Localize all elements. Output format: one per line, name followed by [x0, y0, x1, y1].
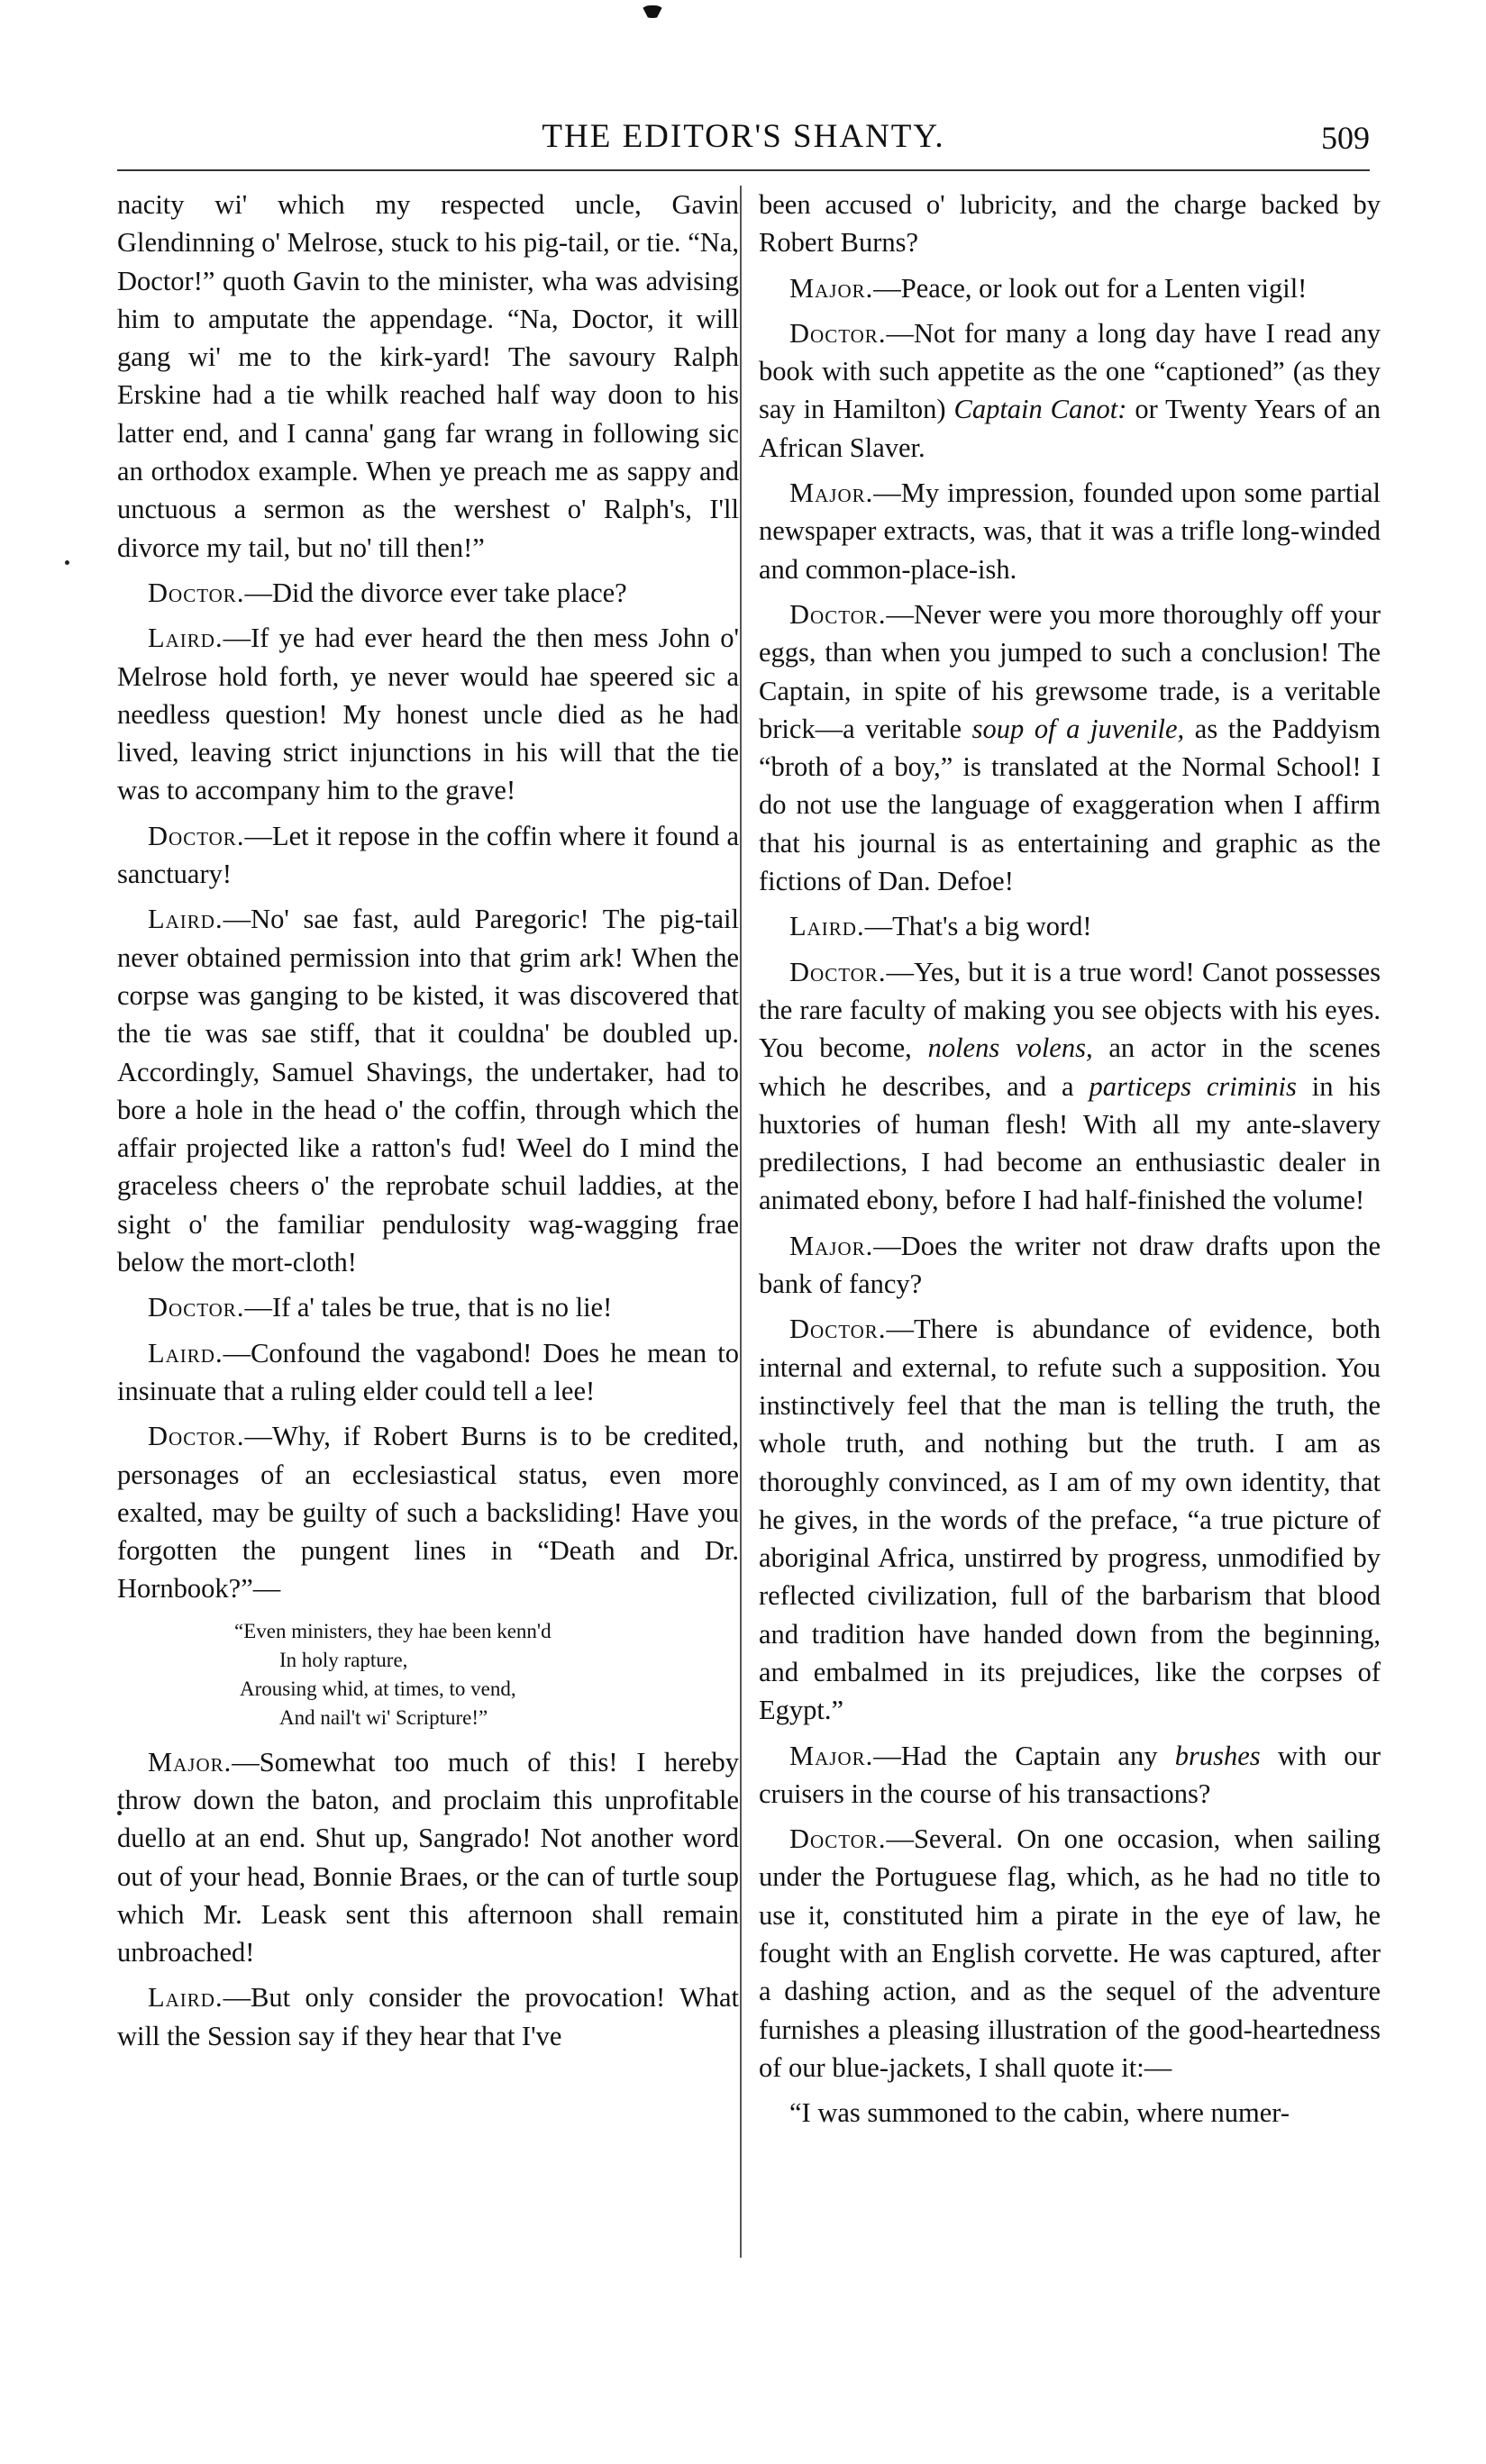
- speaker-name: Laird.: [789, 911, 865, 942]
- dialogue-paragraph: [117, 1743, 739, 1972]
- dialogue-paragraph: [117, 1334, 739, 1411]
- speaker-name: Doctor.: [789, 317, 887, 349]
- speaker-name: Doctor.: [789, 598, 887, 630]
- dialogue-text: —Several. On one occasion, when sailing under the Portuguese flag, which, as he had no title to use it, constituted him a pirate in the eye of law, he fought with an English corvette. He was captured, after a dashing action, and as the sequel of the adventure furnishes a pleasing illustration of the good-heartedness of our blue-jackets, I shall quote it:—: [759, 1823, 1381, 2083]
- dialogue-text: —Peace, or look out for a Lenten vigil!: [873, 272, 1308, 304]
- running-title: THE EDITOR'S SHANTY.: [542, 118, 945, 155]
- right-column: [759, 186, 1381, 2140]
- column-divider: [740, 186, 742, 2258]
- speaker-name: Major.: [789, 272, 874, 304]
- dialogue-text: —Yes, but it is a true word! Canot possesses the rare faculty of making you see objects with his eyes. You become,: [759, 956, 1381, 1064]
- verse-line: “Even ministers, they hae been kenn'd: [234, 1619, 552, 1642]
- dialogue-paragraph: [117, 1978, 739, 2055]
- speaker-name: Doctor.: [148, 1421, 245, 1452]
- speaker-name: Laird.: [148, 1337, 223, 1368]
- italic-phrase: particeps criminis: [1089, 1070, 1297, 1102]
- dialogue-text: —There is abundance of evidence, both internal and external, to refute such a supposition. You instinctively feel that the man is telling the truth, the whole truth, and nothing but the truth. I am as thoroughly convinced, as I am of my own identity, that he gives, in the words of the preface, “a true picture of aboriginal Africa, unstirred by progress, unmodified by reflected civilization, full of the barbarism that blood and tradition have handed down from the beginning, and embalmed in its prejudices, like the corpses of Egypt.”: [759, 1314, 1381, 1726]
- printers-mark-ornament: [642, 5, 663, 18]
- verse-line: In holy rapture,: [279, 1648, 408, 1671]
- dialogue-paragraph: [117, 1288, 739, 1326]
- dialogue-paragraph: [759, 1737, 1381, 1814]
- dialogue-text: —Somewhat too much of this! I hereby throw down the baton, and proclaim this unprofitable duello at an end. Shut up, Sangrado! Not another word out of your head, Bonnie Braes, or the can of turtle soup which Mr. Leask sent this afternoon shall remain unbroached!: [117, 1746, 739, 1968]
- dialogue-text: —If a' tales be true, that is no lie!: [244, 1292, 613, 1323]
- paragraph: “I was summoned to the cabin, where numer-: [789, 2097, 1290, 2129]
- dialogue-paragraph: [117, 619, 739, 809]
- speaker-name: Major.: [148, 1746, 232, 1778]
- dialogue-text: an actor in the scenes which he describes, and a: [759, 1032, 1381, 1102]
- italic-phrase: soup of a juvenile,: [971, 713, 1185, 744]
- dialogue-text: —Let it repose in the coffin where it found a sanctuary!: [117, 820, 739, 890]
- dialogue-paragraph: [759, 1820, 1381, 2087]
- speaker-name: Doctor.: [148, 820, 245, 851]
- speaker-name: Doctor.: [148, 577, 245, 608]
- dialogue-text: —Why, if Robert Burns is to be credited, personages of an ecclesiastical status, even more exalted, may be guilty of such a backsliding! Have you forgotten the pungent lines in “Death and Dr. Hornbook?”—: [117, 1421, 739, 1605]
- dialogue-text: —No' sae fast, auld Paregoric! The pig-tail never obtained permission into that grim ark! When the corpse was ganging to be kisted, it was discovered that the tie was sae stiff, that it couldna' be doubled up. Accordingly, Samuel Shavings, the undertaker, had to bore a hole in the head o' the coffin, through which the affair projected like a ratton's fud! Weel do I mind the graceless cheers o' the reprobate schuil laddies, at the sight o' the familiar pendulosity wag-wagging frae below the mort-cloth!: [117, 904, 739, 1278]
- dialogue-text: —But only consider the provocation! What will the Session say if they hear that I've: [117, 1982, 739, 2051]
- dialogue-text: —That's a big word!: [864, 911, 1092, 942]
- verse-line: Arousing whid, at times, to vend,: [240, 1677, 516, 1700]
- speaker-name: Doctor.: [789, 1314, 887, 1345]
- dialogue-paragraph: [759, 474, 1381, 588]
- italic-phrase: nolens volens,: [927, 1032, 1093, 1064]
- dialogue-paragraph: [117, 900, 739, 1281]
- dialogue-paragraph: [759, 1227, 1381, 1304]
- verse-line: And nail't wi' Scripture!”: [279, 1705, 488, 1729]
- dialogue-text: in his huxtories of human flesh! With all my ante-slavery predilections, I had become an enthusiastic dealer in animated ebony, before I had half-finished the volume!: [759, 1070, 1381, 1216]
- left-column: [117, 186, 739, 2062]
- dialogue-text: —Never were you more thoroughly off your eggs, than when you jumped to such a conclusion! The Captain, in spite of his grewsome trade, is a veritable brick—a veritable: [759, 598, 1381, 744]
- dialogue-paragraph: [759, 269, 1381, 307]
- dialogue-paragraph: [117, 817, 739, 894]
- page-number: 509: [1321, 120, 1370, 156]
- dialogue-text: with our cruisers in the course of his transactions?: [759, 1740, 1381, 1809]
- dialogue-text: —Confound the vagabond! Does he mean to insinuate that a ruling elder could tell a lee!: [117, 1337, 739, 1406]
- dialogue-paragraph: [117, 574, 739, 612]
- dialogue-text: —Not for many a long day have I read any book with such appetite as the one “captioned” (as they say in Hamilton): [759, 317, 1381, 425]
- dialogue-text: —My impression, founded upon some partial newspaper extracts, was, that it was a trifle long-winded and common-place-ish.: [759, 477, 1381, 585]
- verse-quotation: [117, 1617, 739, 1732]
- dialogue-text: —Did the divorce ever take place?: [244, 577, 627, 608]
- paragraph: been accused o' lubricity, and the charge backed by Robert Burns?: [759, 189, 1381, 259]
- speaker-name: Major.: [789, 1230, 874, 1261]
- dialogue-text: —Had the Captain any: [873, 1740, 1175, 1771]
- speaker-name: Laird.: [148, 623, 223, 654]
- dialogue-paragraph: [759, 907, 1381, 945]
- dialogue-paragraph: [759, 953, 1381, 1220]
- italic-phrase: brushes: [1174, 1740, 1261, 1771]
- dialogue-text: —If ye had ever heard the then mess John o' Melrose hold forth, ye never would hae speered sic a needless question! My honest uncle died as he had lived, leaving strict injunctions in his will that the tie was to accompany him to the grave!: [117, 623, 739, 806]
- dialogue-text: —Does the writer not draw drafts upon the bank of fancy?: [759, 1230, 1381, 1300]
- speaker-name: Laird.: [148, 904, 223, 935]
- header-rule: [117, 169, 1370, 171]
- speaker-name: Doctor.: [148, 1292, 245, 1323]
- dialogue-text: or Twenty Years of an African Slaver.: [759, 394, 1381, 463]
- dialogue-paragraph: [117, 1417, 739, 1607]
- speaker-name: Doctor.: [789, 956, 887, 987]
- page-header: [117, 117, 1370, 162]
- speaker-name: Laird.: [148, 1982, 223, 2014]
- speaker-name: Major.: [789, 477, 874, 509]
- speaker-name: Major.: [789, 1740, 874, 1771]
- dialogue-paragraph: [759, 596, 1381, 900]
- paragraph: nacity wi' which my respected uncle, Gavin Glendinning o' Melrose, stuck to his pig-tail, or tie. “Na, Doctor!” quoth Gavin to the minister, wha was advising him to amputate the appendage. “Na, Doctor, it will gang wi' me to the kirk-yard! The savoury Ralph Erskine had a tie whilk reached half way doon to his latter end, and I canna' gang far wrang in following sic an orthodox example. When ye preach me as sappy and unctuous a sermon as the wershest o' Ralph's, I'll divorce my tail, but no' till then!”: [117, 189, 739, 563]
- margin-speck: [65, 560, 69, 565]
- dialogue-text: as the Paddyism “broth of a boy,” is translated at the Normal School! I do not use the language of exaggeration when I affirm that his journal is as entertaining and graphic as the fictions of Dan. Defoe!: [759, 713, 1381, 897]
- dialogue-paragraph: [759, 1310, 1381, 1729]
- dialogue-paragraph: [759, 314, 1381, 467]
- speaker-name: Doctor.: [789, 1823, 887, 1855]
- italic-title: Captain Canot:: [953, 394, 1127, 425]
